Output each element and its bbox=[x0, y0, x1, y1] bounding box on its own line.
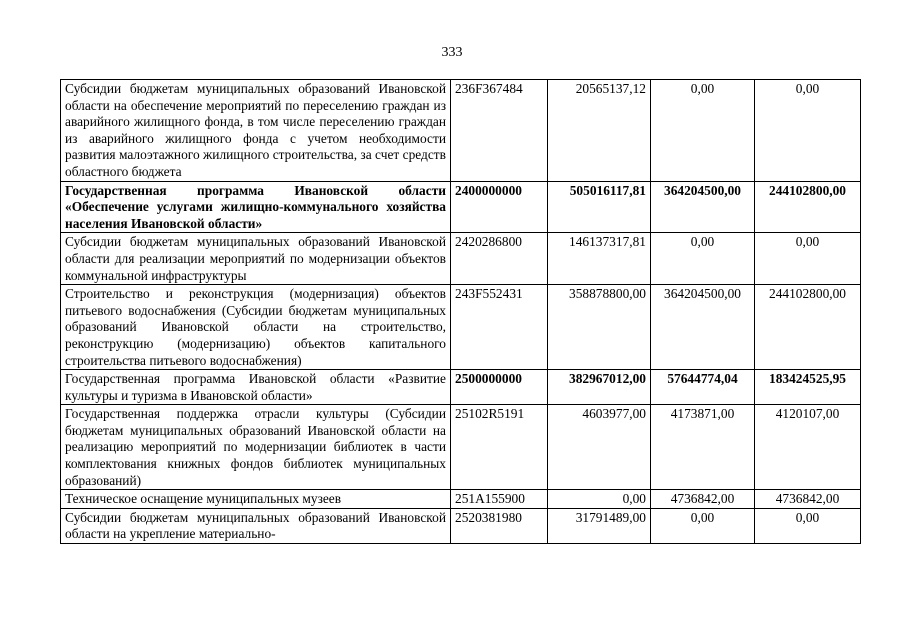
row-value-1: 31791489,00 bbox=[548, 508, 651, 543]
row-value-2: 0,00 bbox=[651, 80, 755, 182]
row-value-3: 0,00 bbox=[755, 233, 861, 285]
row-name: Субсидии бюджетам муниципальных образований Ивановской области на обеспечение мероприятий по переселению граждан из аварийного жилищного фонда, в том числе переселению граждан из аварийного жилищного фонда с учетом необходимости развития малоэтажного жилищного строительства, за счет средств областного бюджета bbox=[61, 80, 451, 182]
row-value-2: 364204500,00 bbox=[651, 181, 755, 233]
row-code: 251A155900 bbox=[451, 490, 548, 509]
row-value-2: 364204500,00 bbox=[651, 285, 755, 370]
table-row bbox=[61, 508, 861, 543]
row-name: Техническое оснащение муниципальных музеев bbox=[61, 490, 451, 509]
budget-table bbox=[60, 79, 861, 544]
table-row bbox=[61, 370, 861, 405]
row-name: Государственная программа Ивановской области «Обеспечение услугами жилищно-коммунального хозяйства населения Ивановской области» bbox=[61, 181, 451, 233]
row-name: Субсидии бюджетам муниципальных образований Ивановской области для реализации мероприятий по модернизации объектов коммунальной инфраструктуры bbox=[61, 233, 451, 285]
row-value-1: 20565137,12 bbox=[548, 80, 651, 182]
row-value-3: 244102800,00 bbox=[755, 181, 861, 233]
table-row bbox=[61, 285, 861, 370]
row-value-2: 4173871,00 bbox=[651, 405, 755, 490]
row-code: 2400000000 bbox=[451, 181, 548, 233]
row-code: 2520381980 bbox=[451, 508, 548, 543]
row-value-3: 4120107,00 bbox=[755, 405, 861, 490]
row-name: Государственная поддержка отрасли культуры (Субсидии бюджетам муниципальных образований Ивановской области на реализацию мероприятий по модернизации библиотек в части комплектования книжных фондов библиотек муниципальных образований) bbox=[61, 405, 451, 490]
row-code: 2420286800 bbox=[451, 233, 548, 285]
row-value-1: 505016117,81 bbox=[548, 181, 651, 233]
row-name: Субсидии бюджетам муниципальных образований Ивановской области на укрепление материально- bbox=[61, 508, 451, 543]
table-row bbox=[61, 490, 861, 509]
row-value-1: 0,00 bbox=[548, 490, 651, 509]
row-code: 236F367484 bbox=[451, 80, 548, 182]
page-number: 333 bbox=[441, 45, 463, 60]
row-value-3: 4736842,00 bbox=[755, 490, 861, 509]
table-row bbox=[61, 181, 861, 233]
row-code: 243F552431 bbox=[451, 285, 548, 370]
row-value-1: 146137317,81 bbox=[548, 233, 651, 285]
table-row bbox=[61, 233, 861, 285]
row-value-3: 183424525,95 bbox=[755, 370, 861, 405]
row-value-1: 382967012,00 bbox=[548, 370, 651, 405]
row-value-1: 4603977,00 bbox=[548, 405, 651, 490]
row-value-3: 244102800,00 bbox=[755, 285, 861, 370]
row-value-2: 0,00 bbox=[651, 233, 755, 285]
row-name: Строительство и реконструкция (модернизация) объектов питьевого водоснабжения (Субсидии бюджетам муниципальных образований Ивановской области на строительство, реконструкцию (модернизацию) объектов капитального строительства питьевого водоснабжения) bbox=[61, 285, 451, 370]
row-value-2: 4736842,00 bbox=[651, 490, 755, 509]
table-row bbox=[61, 405, 861, 490]
row-value-2: 57644774,04 bbox=[651, 370, 755, 405]
row-value-1: 358878800,00 bbox=[548, 285, 651, 370]
row-value-2: 0,00 bbox=[651, 508, 755, 543]
row-code: 2500000000 bbox=[451, 370, 548, 405]
table-row bbox=[61, 80, 861, 182]
row-value-3: 0,00 bbox=[755, 80, 861, 182]
row-name: Государственная программа Ивановской области «Развитие культуры и туризма в Ивановской области» bbox=[61, 370, 451, 405]
row-code: 25102R5191 bbox=[451, 405, 548, 490]
row-value-3: 0,00 bbox=[755, 508, 861, 543]
